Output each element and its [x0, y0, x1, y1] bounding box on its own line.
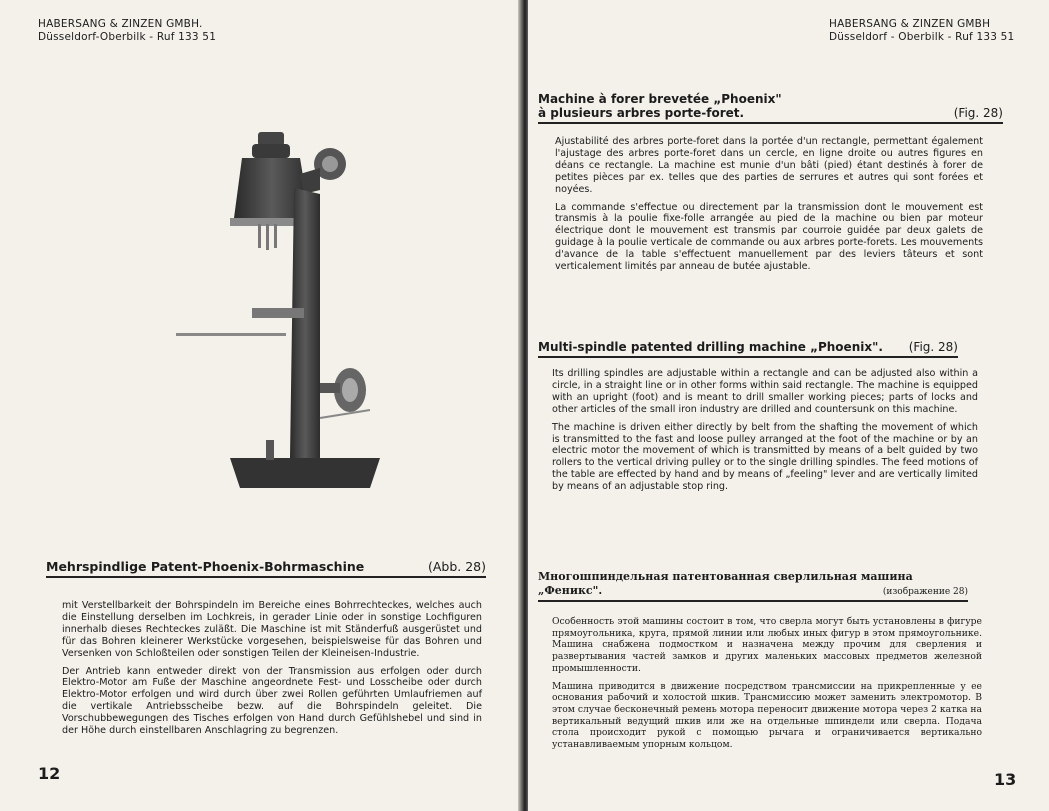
paragraph: Ajustabilité des arbres porte-foret dans la portée d'un rectangle, permettant également l'ajustage des arbres porte-foret dans un cercle, en ligne droite ou autres figures en déans ce rectangle. La machine est munie d'un bâti (pied) étant destinés à forer de petites pièces par ex. telles que des parties de serrures et autres qui sont forées et noyées.	[555, 136, 983, 195]
russian-figure-ref: (изображение 28)	[882, 587, 968, 597]
paragraph: mit Verstellbarkeit der Bohrspindeln im Bereiche eines Bohrrechteckes, welches auch die Einstellung derselben im Lochkreis, in gerader Linie oder in sonstige Lochfiguren innerhalb dieses Rechteckes zuläßt. Die Maschine ist mit Ständerfuß ausgerüstet und für das Bohren kleinerer Werkstücke vorgesehen, beispielsweise für das Bohren und Versenken von Schloßteilen oder sonstigen Teilen der Kleineisen-Industrie.	[62, 600, 482, 659]
figure-caption	[46, 559, 486, 578]
russian-heading	[538, 570, 968, 602]
paragraph: Машина приводится в движение посредством трансмиссии на прикрепленные у ее основания рабочий и холостой шкив. Трансмиссию может заменить электромотор. В этом случае бесконечный ремень мотора переносит движение мотора через 2 катка на вертикальный ведущий шкив или же на отдельные шпиндели или сверла. Подача стола происходит рукой с помощью рычага и ограничивается вертикально устанавливаемым упорным кольцом.	[552, 680, 982, 751]
russian-description	[552, 616, 982, 757]
english-title: Multi-spindle patented drilling machine „Phoenix".	[538, 340, 883, 354]
paragraph: La commande s'effectue ou directement par la transmission dont le mouvement est transmis à la poulie fixe-folle arrangée au pied de la machine ou bien par moteur électrique dont le mouvement est transmis par courroie guidée par deux galets de guidage à la poulie verticale de commande ou aux arbres porte-forets. Les mouvements d'avance de la table s'effectuent manuellement par des leviers tâteurs et sont verticalement limités par anneau de butée ajustable.	[555, 201, 983, 273]
paragraph: Особенность этой машины состоит в том, что сверла могут быть установлены в фигуре прямоугольника, круга, прямой линии или любых иных фигур в этом прямоугольнике. Машина снабжена подмостком и назначена между прочим для сверления и развертывания частей замков и других маленьких массовых предметов железной промышленности.	[552, 616, 982, 674]
french-title-line1: Machine à forer brevetée „Phoenix"	[538, 92, 782, 106]
french-title-line2: à plusieurs arbres porte-foret.	[538, 106, 745, 120]
french-description	[555, 136, 983, 279]
company-name: HABERSANG & ZINZEN GMBH.	[38, 18, 203, 30]
company-header	[829, 18, 1014, 44]
paragraph: Der Antrieb kann entweder direkt von der Transmission aus erfolgen oder durch Elektro-Motor am Fuße der Maschine angeordnete Fest- und Losscheibe oder durch Elektro-Motor erfolgen und wird durch über zwei Rollen geführten Umlaufriemen auf die vertikale Antriebsscheibe bezw. auf die Bohrspindeln geleitet. Die Vorschubbewegungen des Tisches erfolgen von Hand durch Gefühlshebel und sind in der Höhe durch einstellbaren Anschlagring zu begrenzen.	[62, 665, 482, 737]
paragraph: The machine is driven either directly by belt from the shafting the movement of which is transmitted to the fast and loose pulley arranged at the foot of the machine or by an electric motor the movement of which is transmitted by means of a belt guided by two rollers to the vertical driving pulley or to the single drilling spindles. The feed motions of the table are effected by hand and by means of „feeling" lever and are vertically limited by means of an adjustable stop ring.	[552, 421, 978, 493]
company-header	[38, 18, 216, 44]
english-description	[552, 368, 978, 499]
english-figure-ref: (Fig. 28)	[908, 340, 958, 354]
german-description	[62, 600, 482, 743]
french-heading	[538, 92, 1003, 124]
french-figure-ref: (Fig. 28)	[953, 106, 1003, 120]
caption-title: Mehrspindlige Patent-Phoenix-Bohrmaschine	[46, 559, 365, 574]
russian-title-line1: Многошпиндельная патентованная сверлильная машина	[538, 570, 913, 583]
russian-title-line2: „Феникс".	[538, 584, 603, 597]
page-left	[0, 0, 522, 811]
company-address: Düsseldorf - Oberbilk - Ruf 133 51	[829, 31, 1015, 43]
company-address: Düsseldorf-Oberbilk - Ruf 133 51	[38, 31, 217, 43]
page-number: 12	[38, 764, 61, 783]
caption-figure-ref: (Abb. 28)	[427, 559, 486, 574]
drilling-machine-photo	[170, 128, 400, 490]
company-name: HABERSANG & ZINZEN GMBH	[829, 18, 991, 30]
paragraph: Its drilling spindles are adjustable within a rectangle and can be adjusted also within a circle, in a straight line or in other forms within said rectangle. The machine is equipped with an upright (foot) and is meant to drill smaller working pieces; parts of locks and other articles of the small iron industry are drilled and countersunk on this machine.	[552, 368, 978, 415]
english-heading	[538, 340, 958, 358]
page-right	[528, 0, 1049, 811]
page-number: 13	[994, 770, 1017, 789]
